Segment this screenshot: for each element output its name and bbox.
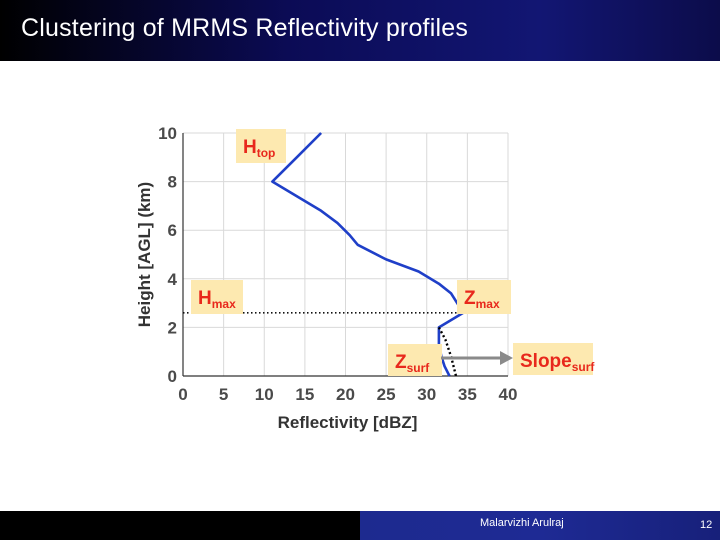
htop-label-text: $H_{top}$ bbox=[243, 137, 276, 160]
x-tick-label: 0 bbox=[178, 385, 188, 404]
zsurf-label-text: $Z_{surf}$ bbox=[395, 352, 430, 375]
y-tick-label: 4 bbox=[167, 269, 177, 289]
y-tick-label: 6 bbox=[167, 221, 177, 241]
slide-title: Clustering of MRMS Reflectivity profiles bbox=[21, 14, 469, 42]
y-tick-label: 2 bbox=[167, 318, 177, 338]
hmax-label-text: $H_{max}$ bbox=[198, 288, 236, 311]
page-number: 12 bbox=[700, 519, 713, 531]
zmax-label-text: $Z_{max}$ bbox=[464, 288, 500, 311]
slope-surf-label-text: Slope$_{surf}$ bbox=[520, 351, 595, 374]
x-tick-label: 30 bbox=[417, 385, 437, 404]
footer bbox=[0, 511, 720, 540]
footer-author: Malarvizhi Arulraj bbox=[480, 517, 564, 529]
zsurf-label bbox=[388, 344, 442, 376]
y-axis-label: Height [AGL] (km) bbox=[135, 181, 154, 328]
x-tick-label: 10 bbox=[254, 385, 274, 404]
zmax-label bbox=[457, 280, 511, 314]
slope-surf-label bbox=[513, 343, 595, 375]
x-tick-label: 40 bbox=[498, 385, 518, 404]
x-tick-label: 5 bbox=[218, 385, 229, 404]
x-tick-label: 35 bbox=[457, 385, 477, 404]
htop-label bbox=[236, 129, 286, 163]
y-tick-label: 10 bbox=[158, 124, 177, 143]
y-tick-label: 8 bbox=[167, 172, 177, 192]
hmax-label bbox=[191, 280, 243, 314]
x-tick-label: 15 bbox=[295, 385, 315, 404]
x-tick-label: 25 bbox=[376, 385, 396, 404]
grid bbox=[183, 133, 508, 376]
x-tick-label: 20 bbox=[336, 385, 355, 404]
footer-left-bar bbox=[0, 511, 360, 540]
x-axis-label: Reflectivity [dBZ] bbox=[277, 413, 418, 432]
y-tick-label: 0 bbox=[167, 367, 177, 386]
